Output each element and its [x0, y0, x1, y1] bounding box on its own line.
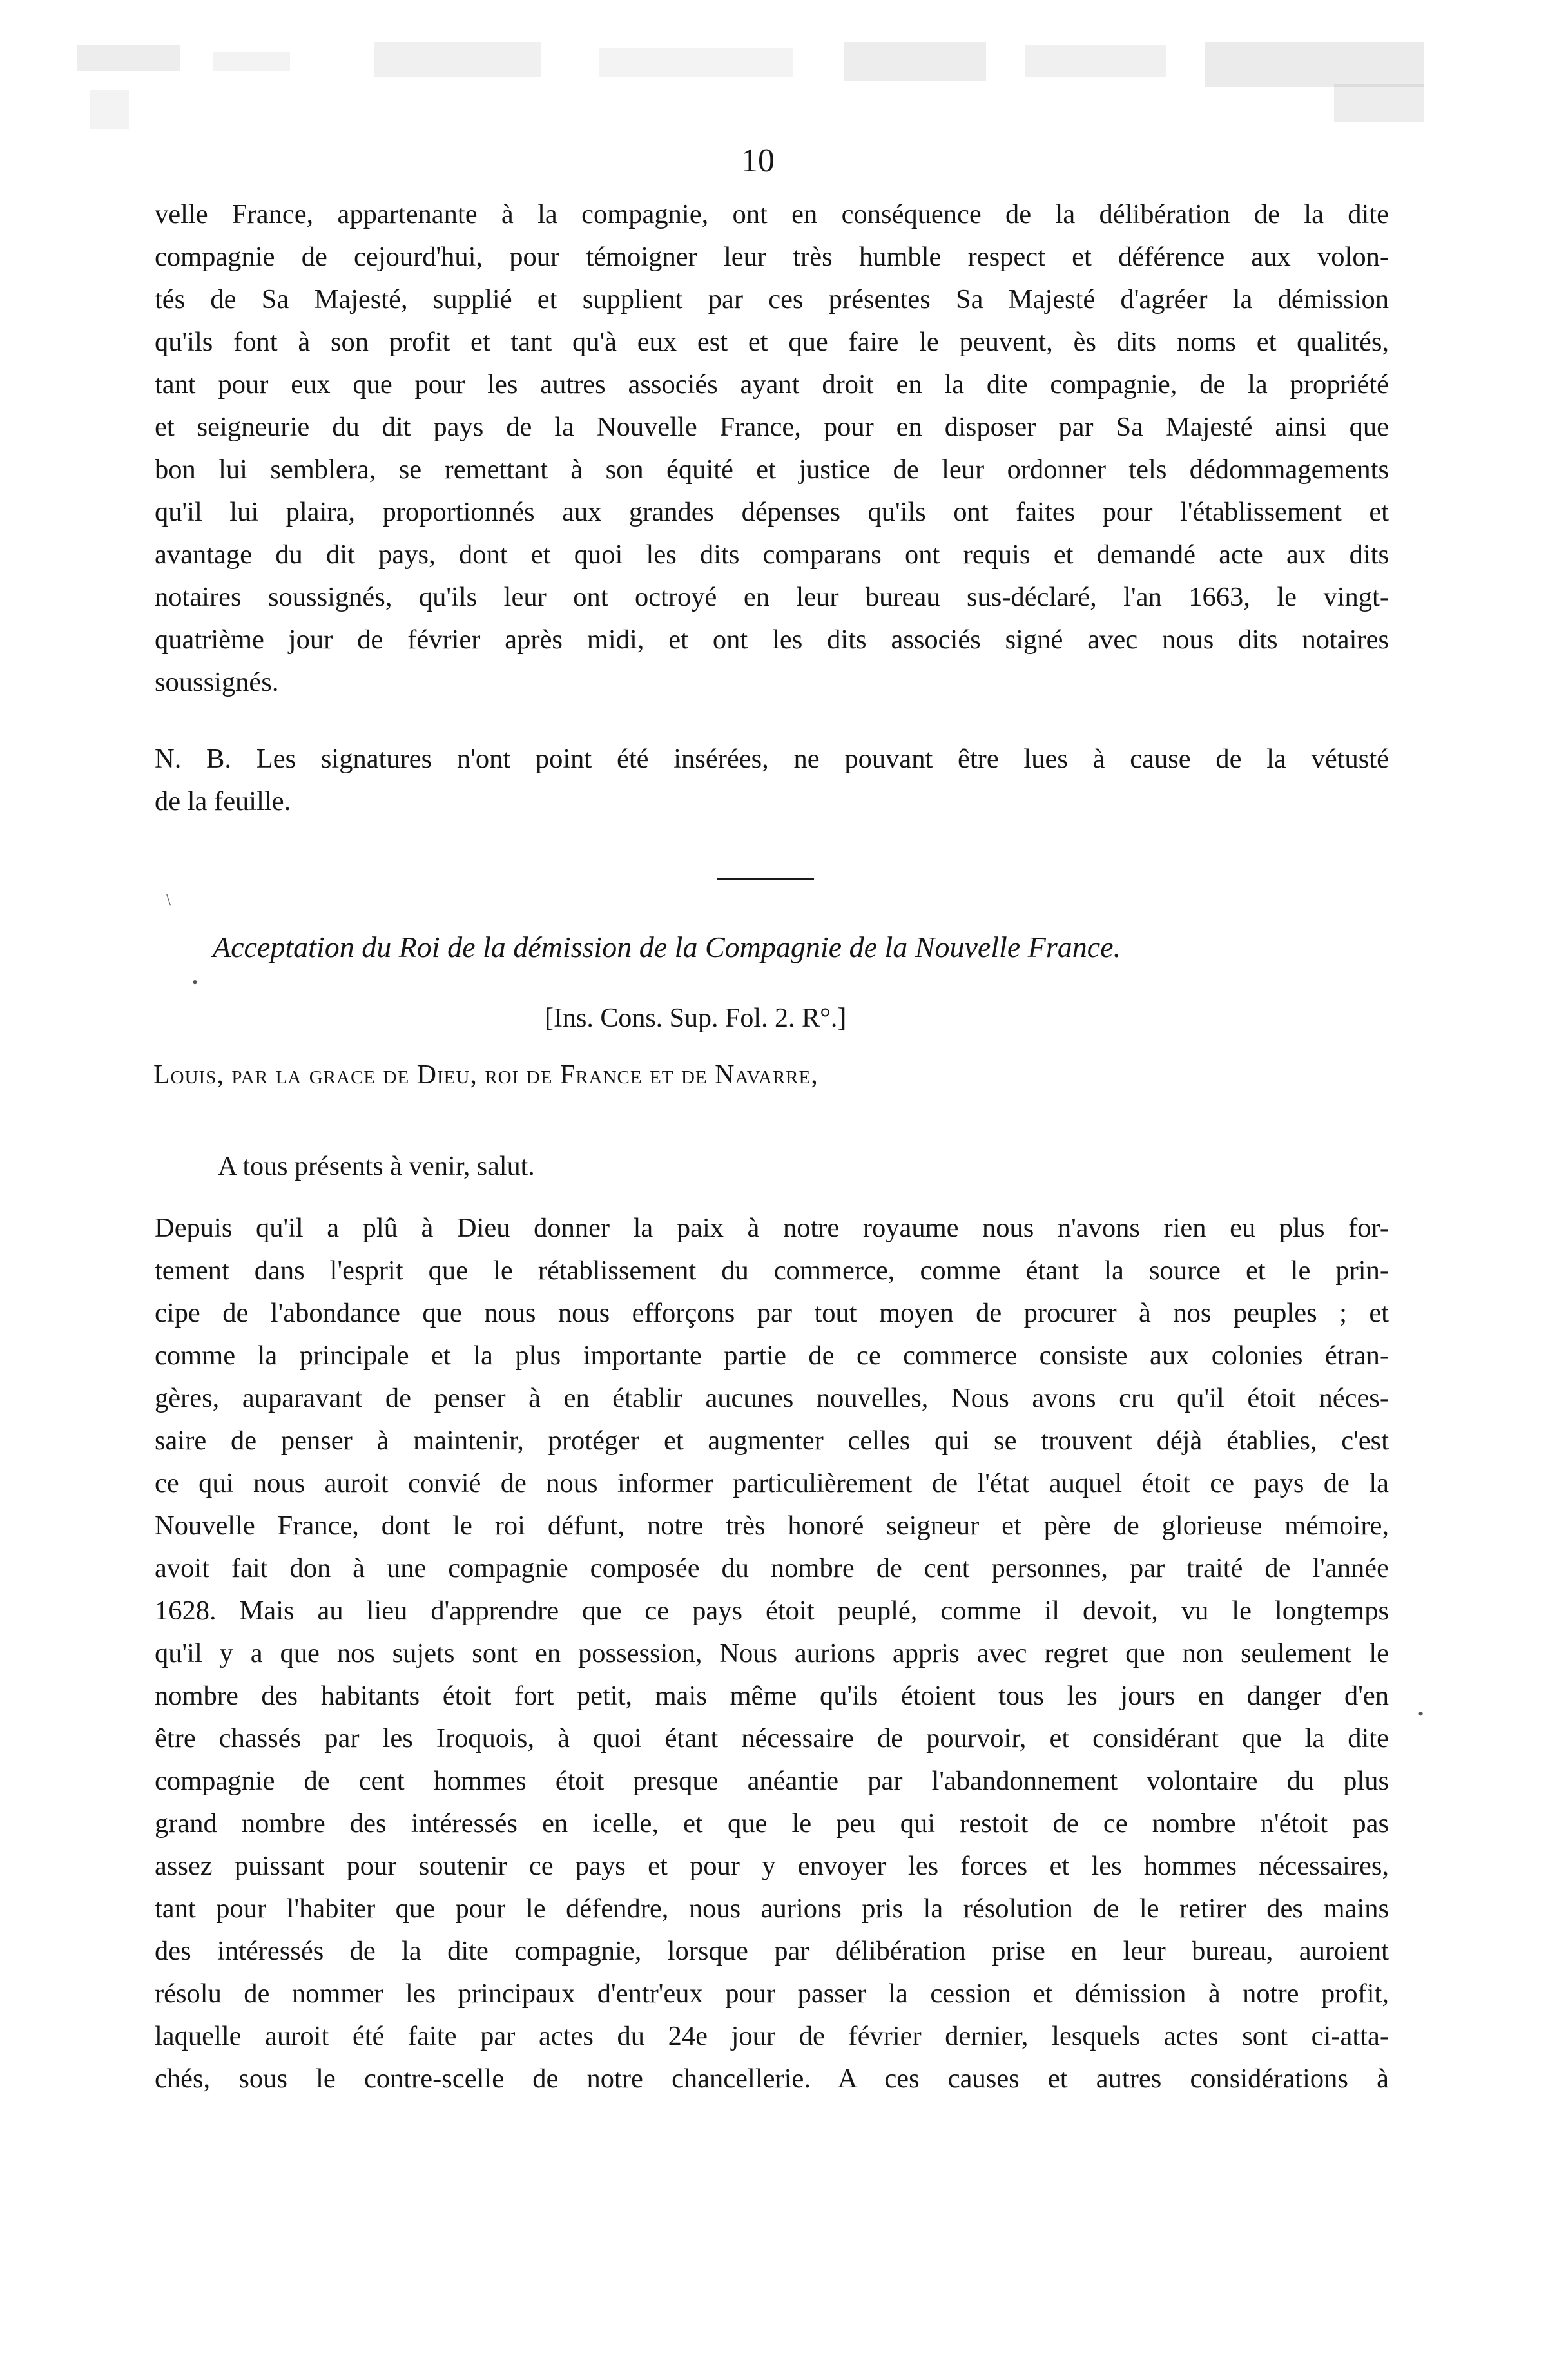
text-line: de la feuille. [155, 786, 291, 817]
text-line: ce qui nous auroit convié de nous informer particulièrement de l'état auquel étoit ce pays de la [155, 1468, 1389, 1498]
text-line: bon lui semblera, se remettant à son équité et justice de leur ordonner tels dédommagements [155, 454, 1389, 485]
text-line: avoit fait don à une compagnie composée du nombre de cent personnes, par traité de l'année [155, 1553, 1389, 1583]
text-line: laquelle auroit été faite par actes du 24e jour de février dernier, lesquels actes sont ci-atta- [155, 2021, 1389, 2051]
text-line: être chassés par les Iroquois, à quoi étant nécessaire de pourvoir, et considérant que la dite [155, 1723, 1389, 1754]
text-line: velle France, appartenante à la compagnie, ont en conséquence de la délibération de la dite [155, 199, 1389, 229]
section-divider [717, 878, 814, 880]
text-line: grand nombre des intéressés en icelle, et que le peu qui restoit de ce nombre n'étoit pas [155, 1808, 1389, 1839]
text-line: qu'il lui plaira, proportionnés aux grandes dépenses qu'ils ont faites pour l'établissement et [155, 497, 1389, 527]
note-paragraph [155, 738, 1389, 823]
text-line: avantage du dit pays, dont et quoi les dits comparans ont requis et demandé acte aux dits [155, 539, 1389, 570]
text-line: N. B. Les signatures n'ont point été insérées, ne pouvant être lues à cause de la vétusté [155, 744, 1389, 774]
royal-address: Louis, par la grace de Dieu, roi de France et de Navarre, [153, 1060, 818, 1090]
scan-mark: • [192, 973, 198, 992]
text-line: assez puissant pour soutenir ce pays et pour y envoyer les forces et les hommes nécessaires, [155, 1851, 1389, 1881]
text-line: qu'ils font à son profit et tant qu'à eux est et que faire le peuvent, ès dits noms et qualités, [155, 327, 1389, 357]
text-line: comme la principale et la plus importante partie de ce commerce consiste aux colonies étran- [155, 1340, 1389, 1371]
body-paragraph [155, 1207, 1389, 2100]
scan-mark: \ [166, 891, 171, 909]
section-title: Acceptation du Roi de la démission de la Compagnie de la Nouvelle France. [213, 931, 1121, 963]
text-line: compagnie de cent hommes étoit presque anéantie par l'abandonnement volontaire du plus [155, 1766, 1389, 1796]
text-line: et seigneurie du dit pays de la Nouvelle France, pour en disposer par Sa Majesté ainsi que [155, 412, 1389, 442]
text-line: chés, sous le contre-scelle de notre chancellerie. A ces causes et autres considérations à [155, 2063, 1389, 2094]
text-line: cipe de l'abondance que nous nous efforçons par tout moyen de procurer à nos peuples ; et [155, 1298, 1389, 1328]
text-line: 1628. Mais au lieu d'apprendre que ce pays étoit peuplé, comme il devoit, vu le longtemps [155, 1596, 1389, 1626]
text-line: quatrième jour de février après midi, et ont les dits associés signé avec nous dits notaires [155, 624, 1389, 655]
scan-mark: • [1418, 1705, 1424, 1723]
text-line: tés de Sa Majesté, supplié et supplient par ces présentes Sa Majesté d'agréer la démission [155, 284, 1389, 314]
section-reference: [Ins. Cons. Sup. Fol. 2. R°.] [545, 1003, 847, 1033]
text-line: gères, auparavant de penser à en établir aucunes nouvelles, Nous avons cru qu'il étoit néces- [155, 1383, 1389, 1413]
deliberation-paragraph [155, 193, 1389, 704]
text-line: qu'il y a que nos sujets sont en possession, Nous aurions appris avec regret que non seulement le [155, 1638, 1389, 1668]
text-line: des intéressés de la dite compagnie, lorsque par délibération prise en leur bureau, auroient [155, 1936, 1389, 1966]
text-line: notaires soussignés, qu'ils leur ont octroyé en leur bureau sus-déclaré, l'an 1663, le vingt- [155, 582, 1389, 612]
text-line: compagnie de cejourd'hui, pour témoigner leur très humble respect et déférence aux volon- [155, 242, 1389, 272]
text-line: tant pour l'habiter que pour le défendre, nous aurions pris la résolution de le retirer des mains [155, 1893, 1389, 1924]
salutation: A tous présents à venir, salut. [218, 1152, 535, 1181]
text-line: tement dans l'esprit que le rétablissement du commerce, comme étant la source et le prin- [155, 1255, 1389, 1286]
text-line: Nouvelle France, dont le roi défunt, notre très honoré seigneur et père de glorieuse mémoire, [155, 1511, 1389, 1541]
text-line: résolu de nommer les principaux d'entr'eux pour passer la cession et démission à notre profit, [155, 1978, 1389, 2009]
page-number: 10 [741, 142, 775, 179]
scan-noise-band [71, 39, 1437, 135]
text-line: tant pour eux que pour les autres associés ayant droit en la dite compagnie, de la propriété [155, 369, 1389, 400]
text-line: nombre des habitants étoit fort petit, mais même qu'ils étoient tous les jours en danger d'en [155, 1681, 1389, 1711]
text-line: saire de penser à maintenir, protéger et augmenter celles qui se trouvent déjà établies, c'est [155, 1425, 1389, 1456]
text-line: soussignés. [155, 667, 279, 697]
text-line: Depuis qu'il a plû à Dieu donner la paix à notre royaume nous n'avons rien eu plus for- [155, 1213, 1389, 1243]
